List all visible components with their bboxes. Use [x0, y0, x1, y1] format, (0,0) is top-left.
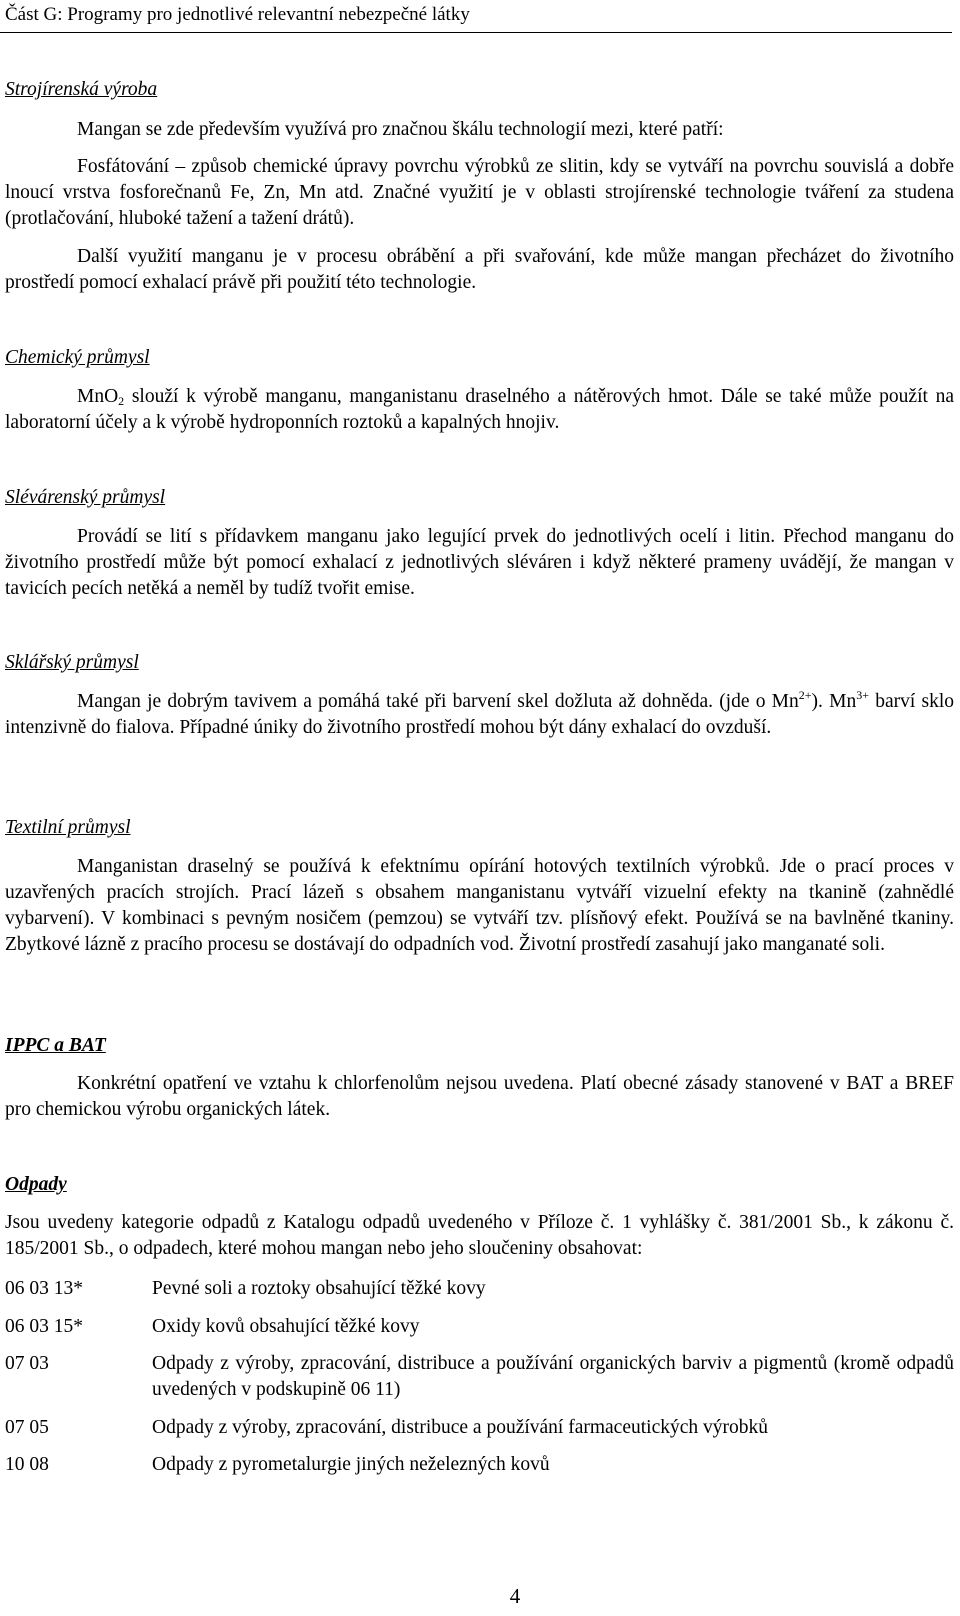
waste-code: 07 05: [5, 1417, 49, 1438]
paragraph-strojirenska-1: Mangan se zde především využívá pro značnou škálu technologií mezi, které patří:: [77, 119, 724, 140]
waste-description: Odpady z pyrometalurgie jiných neželezných kovů: [152, 1454, 550, 1475]
waste-description: Pevné soli a roztoky obsahující těžké kovy: [152, 1278, 486, 1299]
paragraph-sklarsky-1: Mangan je dobrým tavivem a pomáhá také při barvení skel dožluta až dohněda. (jde o $Mn^{2+}$). $Mn^{3+}$ barví sklo intenzivně do fialova. Případné úniky do životního prostředí mohou být dány exhalací do ovzduší.: [5, 688, 954, 738]
paragraph-ippc-1: Konkrétní opatření ve vztahu k chlorfenolům nejsou uvedena. Platí obecné zásady stanovené v BAT a BREF pro chemickou výrobu organických látek.: [5, 1073, 954, 1120]
waste-code: 06 03 15*: [5, 1316, 83, 1337]
paragraph-odpady-intro: Jsou uvedeny kategorie odpadů z Katalogu odpadů uvedeného v Příloze č. 1 vyhlášky č. 381/2001 Sb., k zákonu č. 185/2001 Sb., o odpadech, které mohou mangan nebo jeho sloučeniny obsahovat:: [5, 1212, 954, 1259]
page-header-title: Část G: Programy pro jednotlivé relevantní nebezpečné látky: [5, 4, 470, 25]
section-title-strojirenska: Strojírenská výroba: [5, 79, 158, 100]
waste-code: 06 03 13*: [5, 1278, 83, 1299]
section-title-ippc: IPPC a BAT: [5, 1035, 106, 1056]
header-divider: [0, 32, 952, 33]
waste-code: 07 03: [5, 1353, 49, 1374]
paragraph-chemicky-1: MnO$_2$ slouží k výrobě manganu, manganistanu draselného a nátěrových hmot. Dále se také může použít na laboratorní účely a k výrobě hydroponních roztoků a kapalných hnojiv.: [5, 386, 954, 433]
section-title-sklarsky: Sklářský průmysl: [5, 652, 139, 673]
section-title-textilni: Textilní průmysl: [5, 817, 131, 838]
waste-description: Odpady z výroby, zpracování, distribuce a používání farmaceutických výrobků: [152, 1417, 769, 1438]
waste-description: Odpady z výroby, zpracování, distribuce a používání organických barviv a pigmentů (kromě odpadů uvedených v podskupině 06 11): [152, 1353, 954, 1400]
waste-code: 10 08: [5, 1454, 49, 1475]
section-title-slevarensky: Slévárenský průmysl: [5, 487, 166, 508]
paragraph-slevarensky-1: Provádí se lití s přídavkem manganu jako legující prvek do jednotlivých ocelí i litin. Přechod manganu do životního prostředí může být pomocí exhalací z jednotlivých sléváren i když některé prameny uvádějí, že mangan v tavicích pecích netěká a neměl by tudíž tvořit emise.: [5, 526, 954, 599]
paragraph-textilni-1: Manganistan draselný se používá k efektnímu opírání hotových textilních výrobků. Jde o prací proces v uzavřených pracích strojích. Prací lázeň s obsahem manganistanu vytváří vizuelní efekty na tkanině (zahnědlé vybarvení). V kombinaci s pevným nosičem (pemzou) se vytváří tzv. plísňový efekt. Používá se na bavlněné tkaniny. Zbytkové lázně z pracího procesu se dostávají do odpadních vod. Životní prostředí zasahují jako manganaté soli.: [5, 856, 954, 955]
section-title-odpady: Odpady: [5, 1174, 67, 1195]
paragraph-strojirenska-2: Fosfátování – způsob chemické úpravy povrchu výrobků ze slitin, kdy se vytváří na povrchu souvislá a dobře lnoucí vrstva fosforečnanů Fe, Zn, Mn atd. Značné využití je v oblasti strojírenské technologie tváření za studena (protlačování, hluboké tažení a tažení drátů).: [5, 156, 954, 229]
paragraph-strojirenska-3: Další využití manganu je v procesu obrábění a při svařování, kde může mangan přecházet do životního prostředí pomocí exhalací právě při použití této technologie.: [5, 246, 954, 293]
section-title-chemicky: Chemický průmysl: [5, 347, 150, 368]
waste-description: Oxidy kovů obsahující těžké kovy: [152, 1316, 420, 1337]
page-number: 4: [509, 1584, 521, 1608]
